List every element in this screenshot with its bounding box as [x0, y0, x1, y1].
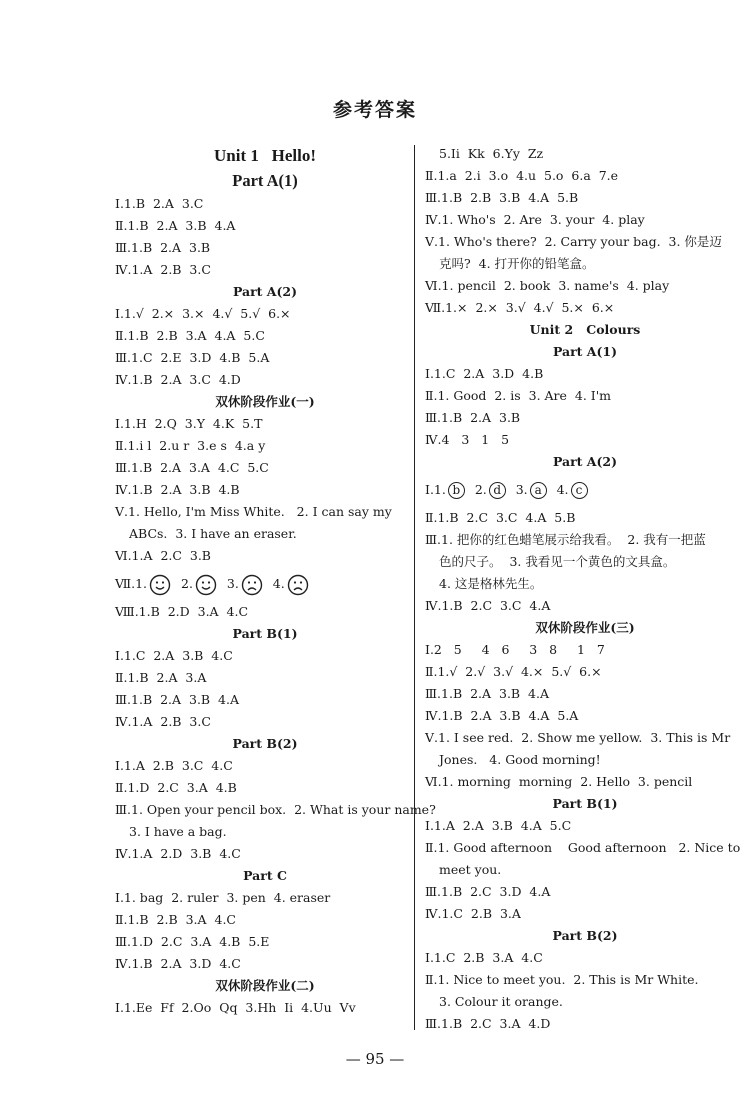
answer-line: Ⅳ.1.B 2.A 3.B 4.A 5.A [425, 708, 579, 723]
item-number: 2. [181, 576, 193, 591]
circled-letter: b [448, 482, 465, 499]
answer-line: Ⅱ.1.D 2.C 3.A 4.B [115, 780, 237, 795]
answer-line: Ⅰ.1.√ 2.× 3.× 4.√ 5.√ 6.× [115, 306, 291, 321]
section-heading: 双休阶段作业(二) [215, 978, 315, 993]
answer-line: Ⅰ.1.Ee Ff 2.Oo Qq 3.Hh Ii 4.Uu Vv [115, 1000, 356, 1015]
answer-line: Ⅳ.1.B 2.C 3.C 4.A [425, 598, 551, 613]
answer-line: Ⅰ.1.H 2.Q 3.Y 4.K 5.T [115, 416, 263, 431]
item-number: 2. [474, 482, 487, 497]
answer-line: Jones. 4. Good morning! [439, 752, 601, 767]
answer-line: 3. I have a bag. [129, 824, 227, 839]
answer-line: Ⅱ.1.B 2.B 3.A 4.A 5.C [115, 328, 265, 343]
answer-line: Ⅶ.1.× 2.× 3.√ 4.√ 5.× 6.× [425, 300, 615, 315]
answer-line: Ⅷ.1.B 2.D 3.A 4.C [115, 604, 249, 619]
item-number: 1. [433, 482, 446, 497]
section-heading: Part A(2) [552, 454, 618, 469]
answer-line: Ⅳ.1.A 2.B 3.C [115, 262, 211, 277]
answer-line: Ⅲ.1. 把你的红色蜡笔展示给我看。 2. 我有一把蓝 [425, 532, 706, 547]
answer-line: Ⅲ.1.B 2.A 3.B [425, 410, 521, 425]
item-number: 1. [135, 576, 148, 591]
section-heading: Part A(1) [232, 171, 298, 190]
answer-line: meet you. [439, 862, 502, 877]
answer-line: Ⅳ.1.A 2.D 3.B 4.C [115, 846, 241, 861]
answer-line: ABCs. 3. I have an eraser. [129, 526, 297, 541]
circled-letter: a [530, 482, 547, 499]
answer-line: Ⅱ.1.B 2.C 3.C 4.A 5.B [425, 510, 576, 525]
sad-face-icon [239, 576, 265, 591]
smiley-face-icon [147, 576, 173, 591]
answer-line: Ⅲ.1.B 2.C 3.A 4.D [425, 1016, 551, 1031]
answer-line: Ⅳ.1.B 2.A 3.B 4.B [115, 482, 240, 497]
item-number: 4. [556, 482, 569, 497]
answer-line: Ⅴ.1. Who's there? 2. Carry your bag. 3. 你是迈 [425, 234, 722, 249]
answer-line: Ⅱ.1.i l 2.u r 3.e s 4.a y [115, 438, 266, 453]
answer-line: Ⅲ.1.B 2.A 3.B 4.A [115, 692, 239, 707]
section-heading: Unit 2 Colours [529, 322, 641, 337]
column-divider [414, 145, 415, 1030]
circled-letter: c [571, 482, 588, 499]
section-heading: Unit 1 Hello! [214, 146, 316, 165]
answer-line: Ⅰ.1.C 2.B 3.A 4.C [425, 950, 543, 965]
answer-line-faces [115, 567, 415, 601]
left-column [115, 143, 436, 1019]
answer-line: Ⅱ.1.B 2.A 3.B 4.A [115, 218, 236, 233]
answer-line: Ⅱ.1.B 2.A 3.A [115, 670, 207, 685]
answer-line: Ⅱ.1.a 2.i 3.o 4.u 5.o 6.a 7.e [425, 168, 619, 183]
answer-line: 克吗? 4. 打开你的铅笔盒。 [439, 256, 595, 271]
answer-line: Ⅳ.1. Who's 2. Are 3. your 4. play [425, 212, 645, 227]
answer-line: Ⅴ.1. Hello, I'm Miss White. 2. I can say my [115, 504, 392, 519]
item-number: 3. [226, 576, 239, 591]
answer-line: Ⅳ.1.C 2.B 3.A [425, 906, 521, 921]
answer-line: Ⅱ.1.B 2.B 3.A 4.C [115, 912, 236, 927]
answer-line: Ⅵ.1. morning morning 2. Hello 3. pencil [425, 774, 693, 789]
answer-line: Ⅲ.1. Open your pencil box. 2. What is your name? [115, 802, 436, 817]
answer-line: Ⅰ.1.A 2.A 3.B 4.A 5.C [425, 818, 572, 833]
answer-line: Ⅵ.1.A 2.C 3.B [115, 548, 211, 563]
answer-line: Ⅰ.1.A 2.B 3.C 4.C [115, 758, 233, 773]
answer-line: Ⅳ.1.B 2.A 3.D 4.C [115, 956, 241, 971]
answer-line: Ⅰ.2 5 4 6 3 8 1 7 [425, 642, 605, 657]
answer-line: Ⅲ.1.B 2.C 3.D 4.A [425, 884, 551, 899]
answer-line: Ⅲ.1.B 2.A 3.B [115, 240, 211, 255]
answer-line: Ⅱ.1. Nice to meet you. 2. This is Mr White. [425, 972, 699, 987]
section-heading: Part B(2) [552, 928, 618, 943]
answer-line: Ⅰ.1.C 2.A 3.B 4.C [115, 648, 233, 663]
answer-line: Ⅴ.1. I see red. 2. Show me yellow. 3. This is Mr [425, 730, 731, 745]
answer-line: Ⅱ.1. Good 2. is 3. Are 4. I'm [425, 388, 611, 403]
answer-line-circled [425, 473, 745, 507]
section-heading: 双休阶段作业(一) [215, 394, 315, 409]
circled-letter: d [489, 482, 506, 499]
section-heading: Part B(1) [552, 796, 618, 811]
answer-line: Ⅲ.1.B 2.B 3.B 4.A 5.B [425, 190, 579, 205]
answer-line: Ⅳ.1.B 2.A 3.C 4.D [115, 372, 241, 387]
answer-line: Ⅰ.1.B 2.A 3.C [115, 196, 204, 211]
answer-line: Ⅵ.1. pencil 2. book 3. name's 4. play [425, 278, 670, 293]
answer-line: Ⅳ.1.A 2.B 3.C [115, 714, 211, 729]
answer-line: Ⅲ.1.D 2.C 3.A 4.B 5.E [115, 934, 270, 949]
answer-line: Ⅳ.4 3 1 5 [425, 432, 510, 447]
section-heading: Part B(2) [232, 736, 298, 751]
page-title: 参考答案 [332, 99, 417, 121]
answer-line: 5.Ii Kk 6.Yy Zz [439, 146, 544, 161]
section-heading: Part B(1) [232, 626, 298, 641]
answer-line: Ⅲ.1.B 2.A 3.B 4.A [425, 686, 549, 701]
section-heading: Part C [243, 868, 287, 883]
answer-line: 3. Colour it orange. [439, 994, 563, 1009]
answer-line: 色的尺子。 3. 我看见一个黄色的文具盒。 [439, 554, 676, 569]
answer-line: 4. 这是格林先生。 [439, 576, 543, 591]
right-column [425, 143, 745, 1035]
item-number: 4. [272, 576, 285, 591]
answer-line: Ⅱ.1. Good afternoon Good afternoon 2. Nice to [425, 840, 741, 855]
page-number: — 95 — [345, 1050, 405, 1068]
answer-line: Ⅰ.1. bag 2. ruler 3. pen 4. eraser [115, 890, 331, 905]
section-heading: Part A(2) [232, 284, 298, 299]
smiley-face-icon [193, 576, 219, 591]
section-heading: Part A(1) [552, 344, 618, 359]
answer-line: Ⅲ.1.C 2.E 3.D 4.B 5.A [115, 350, 270, 365]
answer-line: Ⅲ.1.B 2.A 3.A 4.C 5.C [115, 460, 269, 475]
section-numeral: Ⅶ. [115, 576, 136, 591]
answer-line: Ⅱ.1.√ 2.√ 3.√ 4.× 5.√ 6.× [425, 664, 602, 679]
answer-line: Ⅰ.1.C 2.A 3.D 4.B [425, 366, 544, 381]
section-numeral: Ⅰ. [425, 482, 434, 497]
item-number: 3. [515, 482, 528, 497]
sad-face-icon [285, 576, 311, 591]
section-heading: 双休阶段作业(三) [535, 620, 635, 635]
